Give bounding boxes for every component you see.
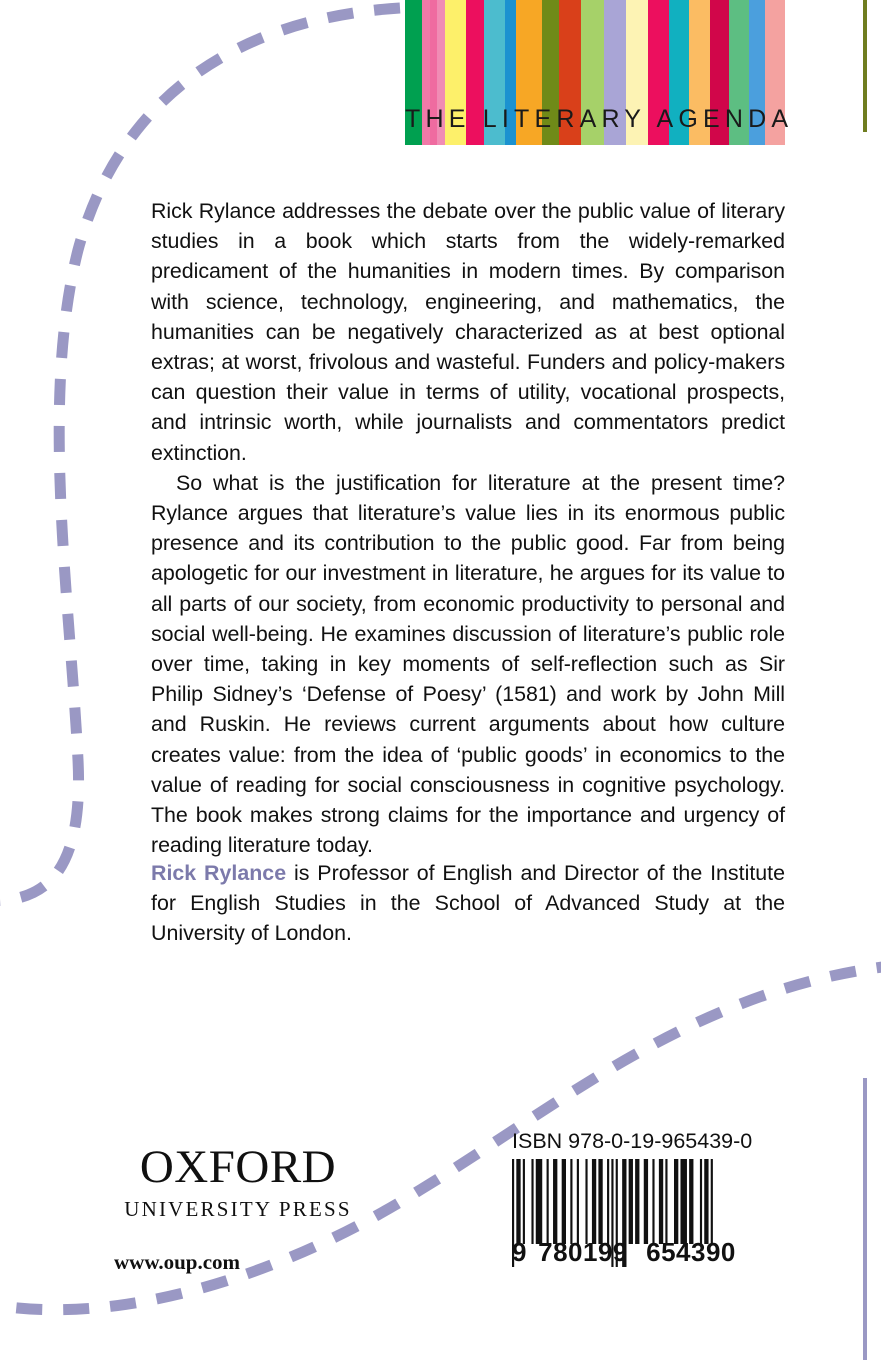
author-bio [151,858,785,949]
author-name: Rick Rylance [151,861,287,885]
blurb-paragraph-1: Rick Rylance addresses the debate over the public value of literary studies in a book which starts from the widely-remarked predicament of the humanities in modern times. By comparison with science, technology, engineering, and mathematics, the humanities can be negatively characterized as at best optional extras; at worst, frivolous and wasteful. Funders and policy-makers can question their value in terms of utility, vocational prospects, and intrinsic worth, while journalists and commentators predict extinction. [151,199,785,465]
publisher-name: OXFORD [139,1141,337,1193]
isbn-block [512,1129,774,1267]
isbn-label: ISBN 978-0-19-965439-0 [512,1129,753,1153]
publisher-subtitle: UNIVERSITY PRESS [124,1197,352,1221]
barcode-digits [512,1237,756,1268]
series-title: THE LITERARY AGENDA [405,105,794,133]
barcode-lead-digit: 9 [512,1237,527,1267]
spine-rule-bottom [863,1078,867,1360]
publisher-url: www.oup.com [114,1250,241,1274]
barcode-right-group: 654390 [646,1237,736,1267]
publisher-logo [113,1142,363,1222]
author-bio-text: is Professor of English and Director of the Institute for English Studies in the School of Advanced Study at the University of London. [151,861,785,946]
blurb-text [151,196,785,860]
spine-rule-top [863,0,867,132]
blurb-paragraph-2: So what is the justification for literature at the present time? Rylance argues that literature’s value lies in its enormous public presence and its contribution to the public good. Far from being apologetic for our investment in literature, he argues for its value to all parts of our society, from economic productivity to personal and social well-being. He examines discussion of literature’s public role over time, taking in key moments of self-reflection such as Sir Philip Sidney’s ‘Defense of Poesy’ (1581) and work by John Mill and Ruskin. He reviews current arguments about how culture creates value: from the idea of ‘public goods’ in economics to the value of reading for social consciousness in cognitive psychology. The book makes strong claims for the importance and urgency of reading literature today. [151,470,785,858]
barcode [512,1159,756,1267]
barcode-left-group: 780199 [538,1237,628,1267]
